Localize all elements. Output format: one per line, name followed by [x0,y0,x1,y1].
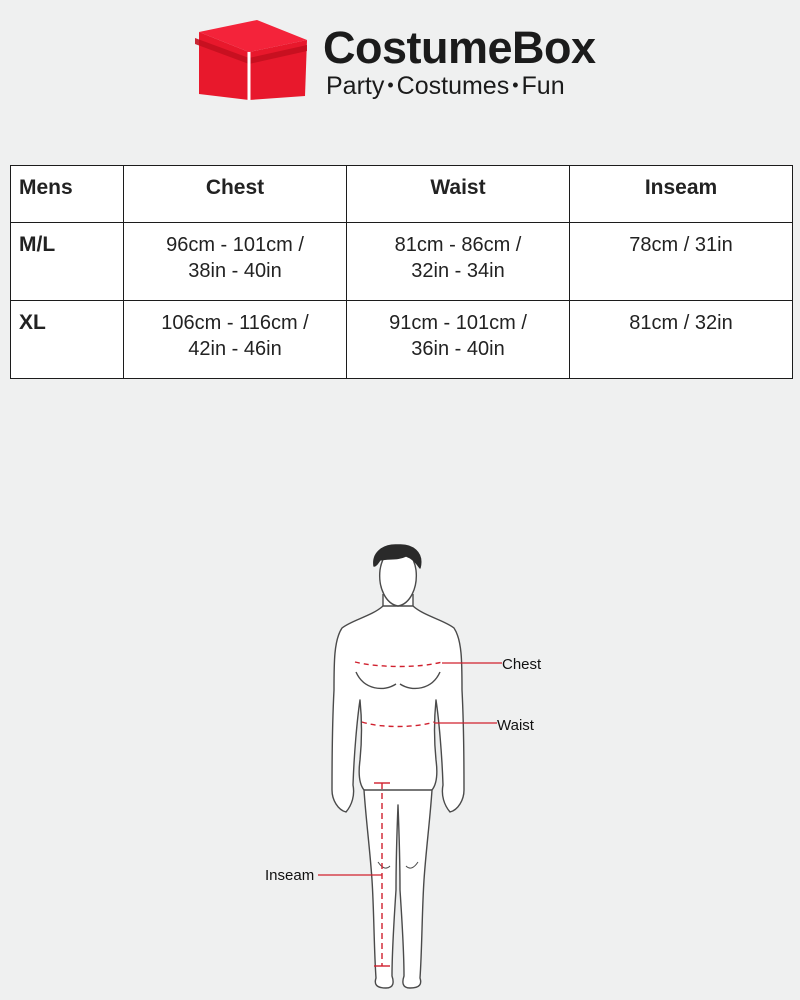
tagline-separator: • [512,75,519,95]
waist-label: Waist [497,717,534,734]
cell-waist [347,223,570,301]
brand-logo [195,18,615,108]
cell-line: 106cm - 116cm / [161,312,309,334]
brand-name: CostumeBox [323,22,596,73]
cell-chest [124,301,347,379]
size-chart-table [10,165,793,379]
brand-tagline [326,72,565,101]
tagline-fun: Fun [521,72,565,100]
measurement-diagram [0,530,800,1000]
cell-line: 91cm - 101cm / [389,312,527,334]
inseam-label: Inseam [265,867,315,884]
row-header-size: M/L [11,223,124,301]
cell-line: 38in - 40in [188,260,282,282]
cell-line: 78cm / 31in [629,234,733,256]
cell-chest [124,223,347,301]
column-header-waist: Waist [347,166,570,223]
tagline-separator: • [387,75,394,95]
red-box-icon [195,18,310,104]
tagline-party: Party [326,72,385,100]
table-row [11,301,793,379]
cell-line: 32in - 34in [411,260,505,282]
table-header-row [11,166,793,223]
cell-inseam [570,223,793,301]
tagline-costumes: Costumes [396,72,510,100]
column-header-inseam: Inseam [570,166,793,223]
table-corner-mens: Mens [11,166,124,223]
row-header-size: XL [11,301,124,379]
column-header-chest: Chest [124,166,347,223]
cell-line: 96cm - 101cm / [166,234,304,256]
cell-line: 36in - 40in [411,338,505,360]
table-row [11,223,793,301]
chest-label: Chest [502,656,542,673]
cell-line: 81cm - 86cm / [394,234,522,256]
cell-line: 42in - 46in [188,338,282,360]
cell-waist [347,301,570,379]
cell-inseam [570,301,793,379]
cell-line: 81cm / 32in [629,312,733,334]
male-body-outline-icon [332,545,464,988]
